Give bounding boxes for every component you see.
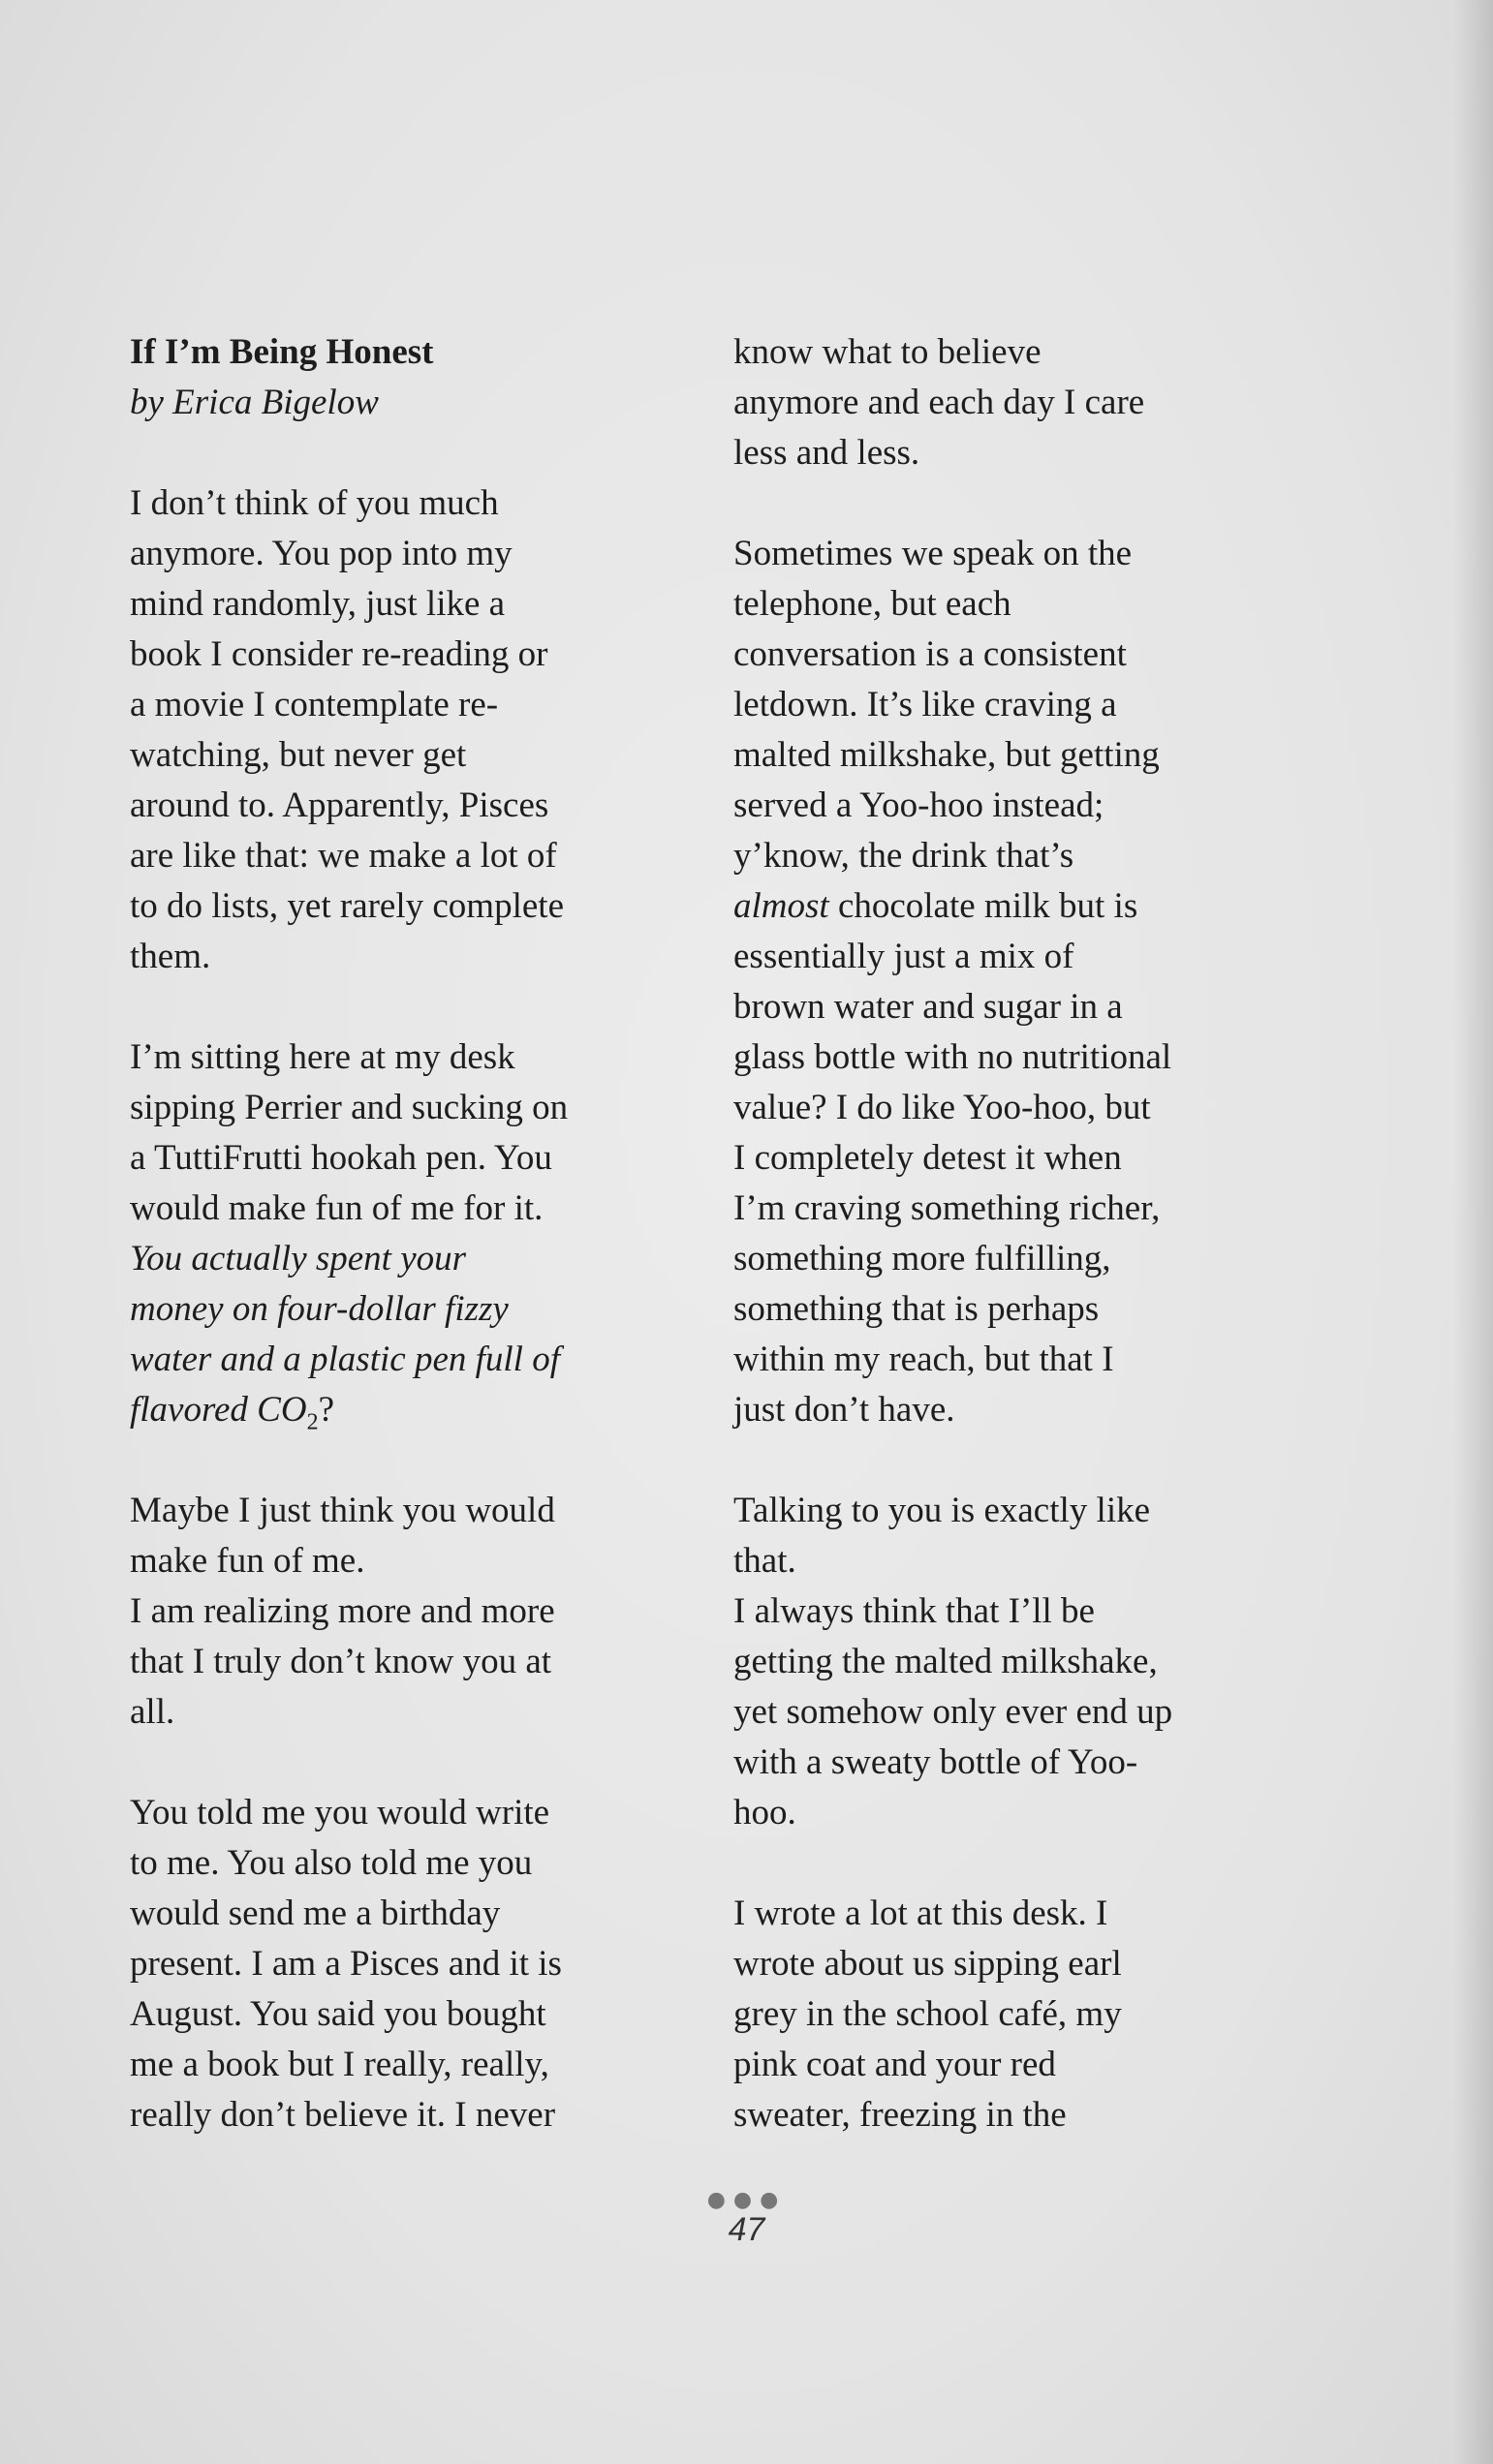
text-line: I completely detest it when (733, 1138, 1122, 1178)
text-line: within my reach, but that I (733, 1340, 1114, 1379)
text-line: value? I do like Yoo-hoo, but (733, 1088, 1151, 1127)
paragraph (130, 478, 672, 982)
text-line: me a book but I really, really, (130, 2045, 549, 2084)
text-line: to do lists, yet rarely complete (130, 886, 564, 926)
text-line: I don’t think of you much (130, 483, 499, 523)
text-line: watching, but never get (130, 735, 467, 775)
text-line: a TuttiFrutti hookah pen. You (130, 1138, 552, 1178)
text-line: August. You said you bought (130, 1994, 546, 2034)
text-line: anymore and each day I care (733, 383, 1145, 422)
page-footer (0, 2188, 1493, 2249)
paragraph (733, 1889, 1276, 2141)
text-line: something that is perhaps (733, 1289, 1100, 1329)
paragraph (733, 529, 1276, 1435)
text-line: present. I am a Pisces and it is (130, 1944, 562, 1984)
text-line: essentially just a mix of (733, 937, 1074, 976)
punctuation: ? (318, 1390, 335, 1430)
text-line (733, 886, 1137, 926)
text-line: malted milkshake, but getting (733, 735, 1160, 775)
italic-line: water and a plastic pen full of (130, 1340, 560, 1379)
text-line: Talking to you is exactly like (733, 1491, 1151, 1530)
text-line: would send me a birthday (130, 1894, 501, 1933)
text-line: make fun of me. (130, 1541, 365, 1581)
paragraph (130, 1788, 672, 2141)
text-line: Sometimes we speak on the (733, 534, 1133, 573)
article-title: If I’m Being Honest (130, 332, 434, 372)
text-line: mind randomly, just like a (130, 584, 506, 624)
text-line: letdown. It’s like craving a (733, 685, 1117, 724)
left-column (130, 327, 672, 2141)
text-line: I wrote a lot at this desk. I (733, 1894, 1108, 1933)
text-line: I am realizing more and more (130, 1591, 555, 1631)
text-line: yet somehow only ever end up (733, 1692, 1173, 1732)
text-line: conversation is a consistent (733, 634, 1127, 674)
italic-text: flavored CO (130, 1390, 307, 1430)
text-line: wrote about us sipping earl (733, 1944, 1122, 1984)
text-line: with a sweaty bottle of Yoo- (733, 1742, 1138, 1782)
text-line: know what to believe (733, 332, 1042, 372)
paragraph (130, 1586, 672, 1738)
text-line: sweater, freezing in the (733, 2095, 1067, 2135)
text-line: telephone, but each (733, 584, 1011, 624)
text-line: served a Yoo-hoo instead; (733, 785, 1104, 825)
text-line: are like that: we make a lot of (130, 836, 557, 876)
text-line: I always think that I’ll be (733, 1591, 1095, 1631)
text-line: sipping Perrier and sucking on (130, 1088, 569, 1127)
text-line: book I consider re-reading or (130, 634, 548, 674)
text-line: less and less. (733, 433, 920, 473)
text-line: would make fun of me for it. (130, 1188, 544, 1228)
text-line: all. (130, 1692, 175, 1732)
text-line: I’m sitting here at my desk (130, 1037, 515, 1077)
page-number: 47 (728, 2211, 765, 2248)
text-line (130, 1390, 335, 1435)
page-edge-shadow (1453, 0, 1493, 2464)
text-line: getting the malted milkshake, (733, 1642, 1158, 1681)
italic-line: money on four-dollar fizzy (130, 1289, 509, 1329)
paragraph (130, 1032, 672, 1435)
text-line: grey in the school café, my (733, 1994, 1122, 2034)
text-line: glass bottle with no nutritional (733, 1037, 1172, 1077)
text-line: Maybe I just think you would (130, 1491, 555, 1530)
text-line: anymore. You pop into my (130, 534, 513, 573)
text-line: around to. Apparently, Pisces (130, 785, 549, 825)
text-line: a movie I contemplate re- (130, 685, 499, 724)
italic-line: You actually spent your (130, 1239, 467, 1278)
text-line: I’m craving something richer, (733, 1188, 1161, 1228)
paragraph (733, 1586, 1276, 1838)
paragraph (733, 1486, 1276, 1586)
text-line: something more fulfilling, (733, 1239, 1111, 1278)
text-line: that I truly don’t know you at (130, 1642, 552, 1681)
paragraph (130, 1486, 672, 1586)
paragraph (733, 327, 1276, 478)
text-fragment: chocolate milk but is (828, 886, 1138, 926)
text-line: brown water and sugar in a (733, 987, 1123, 1027)
text-line: to me. You also told me you (130, 1843, 533, 1883)
text-line: them. (130, 937, 211, 976)
subscript: 2 (306, 1409, 319, 1435)
text-line: You told me you would write (130, 1793, 550, 1833)
ornament-dots: ●●● (706, 2188, 787, 2212)
article-byline: by Erica Bigelow (130, 383, 379, 422)
text-line: hoo. (733, 1793, 796, 1833)
text-line: just don’t have. (733, 1390, 955, 1430)
text-line: pink coat and your red (733, 2045, 1056, 2084)
text-line: that. (733, 1541, 796, 1581)
text-line: really don’t believe it. I never (130, 2095, 556, 2135)
italic-text: almost (733, 886, 829, 926)
right-column (733, 327, 1276, 2141)
text-line: y’know, the drink that’s (733, 836, 1074, 876)
